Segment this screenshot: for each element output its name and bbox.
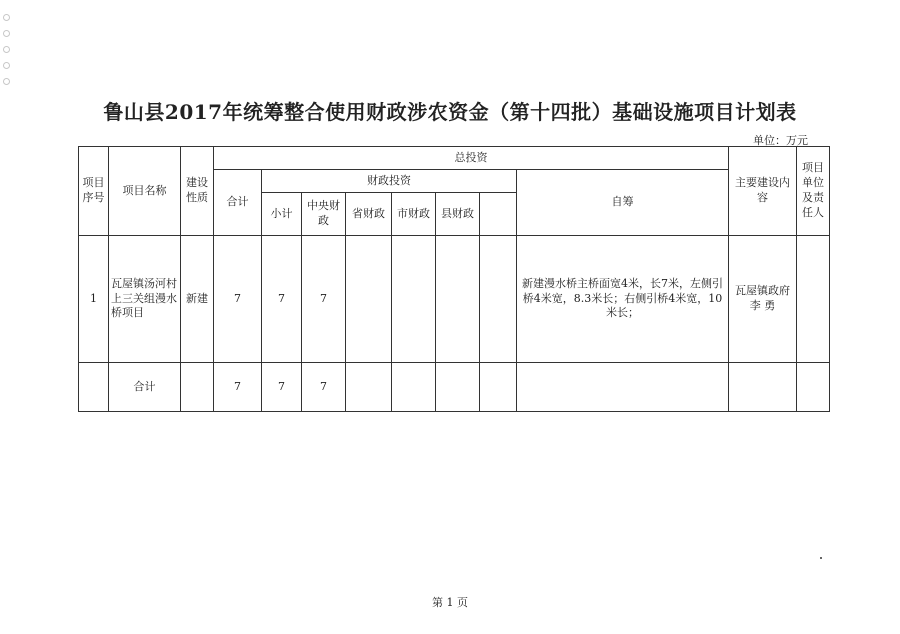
cell-unit-person: 瓦屋镇政府李 勇 (729, 236, 797, 363)
table-row (79, 236, 830, 363)
header-county: 县财政 (436, 193, 480, 236)
cell-city (392, 236, 436, 363)
cell-sum-content (517, 363, 729, 412)
cell-county (436, 236, 480, 363)
binding-hole (3, 46, 10, 53)
cell-sum-county (436, 363, 480, 412)
scan-speck (820, 557, 822, 559)
header-total: 合计 (214, 170, 262, 236)
cell-sum-province (346, 363, 392, 412)
cell-sum-self-funded (480, 363, 517, 412)
cell-nature: 新建 (181, 236, 214, 363)
header-name: 项目名称 (109, 147, 181, 236)
header-row (79, 147, 830, 170)
cell-self-funded (480, 236, 517, 363)
cell-sum-subtotal: 7 (262, 363, 302, 412)
header-subtotal: 小计 (262, 193, 302, 236)
binding-hole (3, 78, 10, 85)
project-plan-table (78, 146, 830, 412)
binding-hole (3, 14, 10, 21)
cell-name: 瓦屋镇汤河村上三关组漫水桥项目 (109, 236, 181, 363)
cell-sum-total: 7 (214, 363, 262, 412)
cell-sum-central: 7 (302, 363, 346, 412)
binding-hole (3, 62, 10, 69)
header-nature: 建设性质 (181, 147, 214, 236)
header-province: 省财政 (346, 193, 392, 236)
cell-content: 新建漫水桥主桥面宽4米，长7米，左侧引桥4米宽，8.3米长；右侧引桥4米宽，10米长； (517, 236, 729, 363)
cell-subtotal: 7 (262, 236, 302, 363)
unit-label: 单位：万元 (753, 134, 808, 147)
header-seq: 项目序号 (79, 147, 109, 236)
page-number: 第 1 页 (432, 596, 468, 609)
cell-sum-nature (181, 363, 214, 412)
header-central: 中央财政 (302, 193, 346, 236)
cell-sum-remarks (797, 363, 830, 412)
cell-sum-city (392, 363, 436, 412)
sum-row (79, 363, 830, 412)
header-city: 市财政 (392, 193, 436, 236)
header-fiscal-investment: 财政投资 (262, 170, 517, 193)
cell-sum-seq (79, 363, 109, 412)
binding-hole (3, 30, 10, 37)
header-total-investment: 总投资 (214, 147, 729, 170)
cell-sum-unit-person (729, 363, 797, 412)
header-self-funded: 自筹 (517, 170, 729, 236)
cell-total: 7 (214, 236, 262, 363)
header-unit-person: 项目单位及责任人 (797, 147, 830, 236)
cell-remarks (797, 236, 830, 363)
cell-province (346, 236, 392, 363)
cell-central: 7 (302, 236, 346, 363)
header-content: 主要建设内容 (729, 147, 797, 236)
cell-sum-label: 合计 (109, 363, 181, 412)
document-title: 鲁山县2017年统筹整合使用财政涉农资金（第十四批）基础设施项目计划表 (103, 100, 797, 124)
cell-seq: 1 (79, 236, 109, 363)
